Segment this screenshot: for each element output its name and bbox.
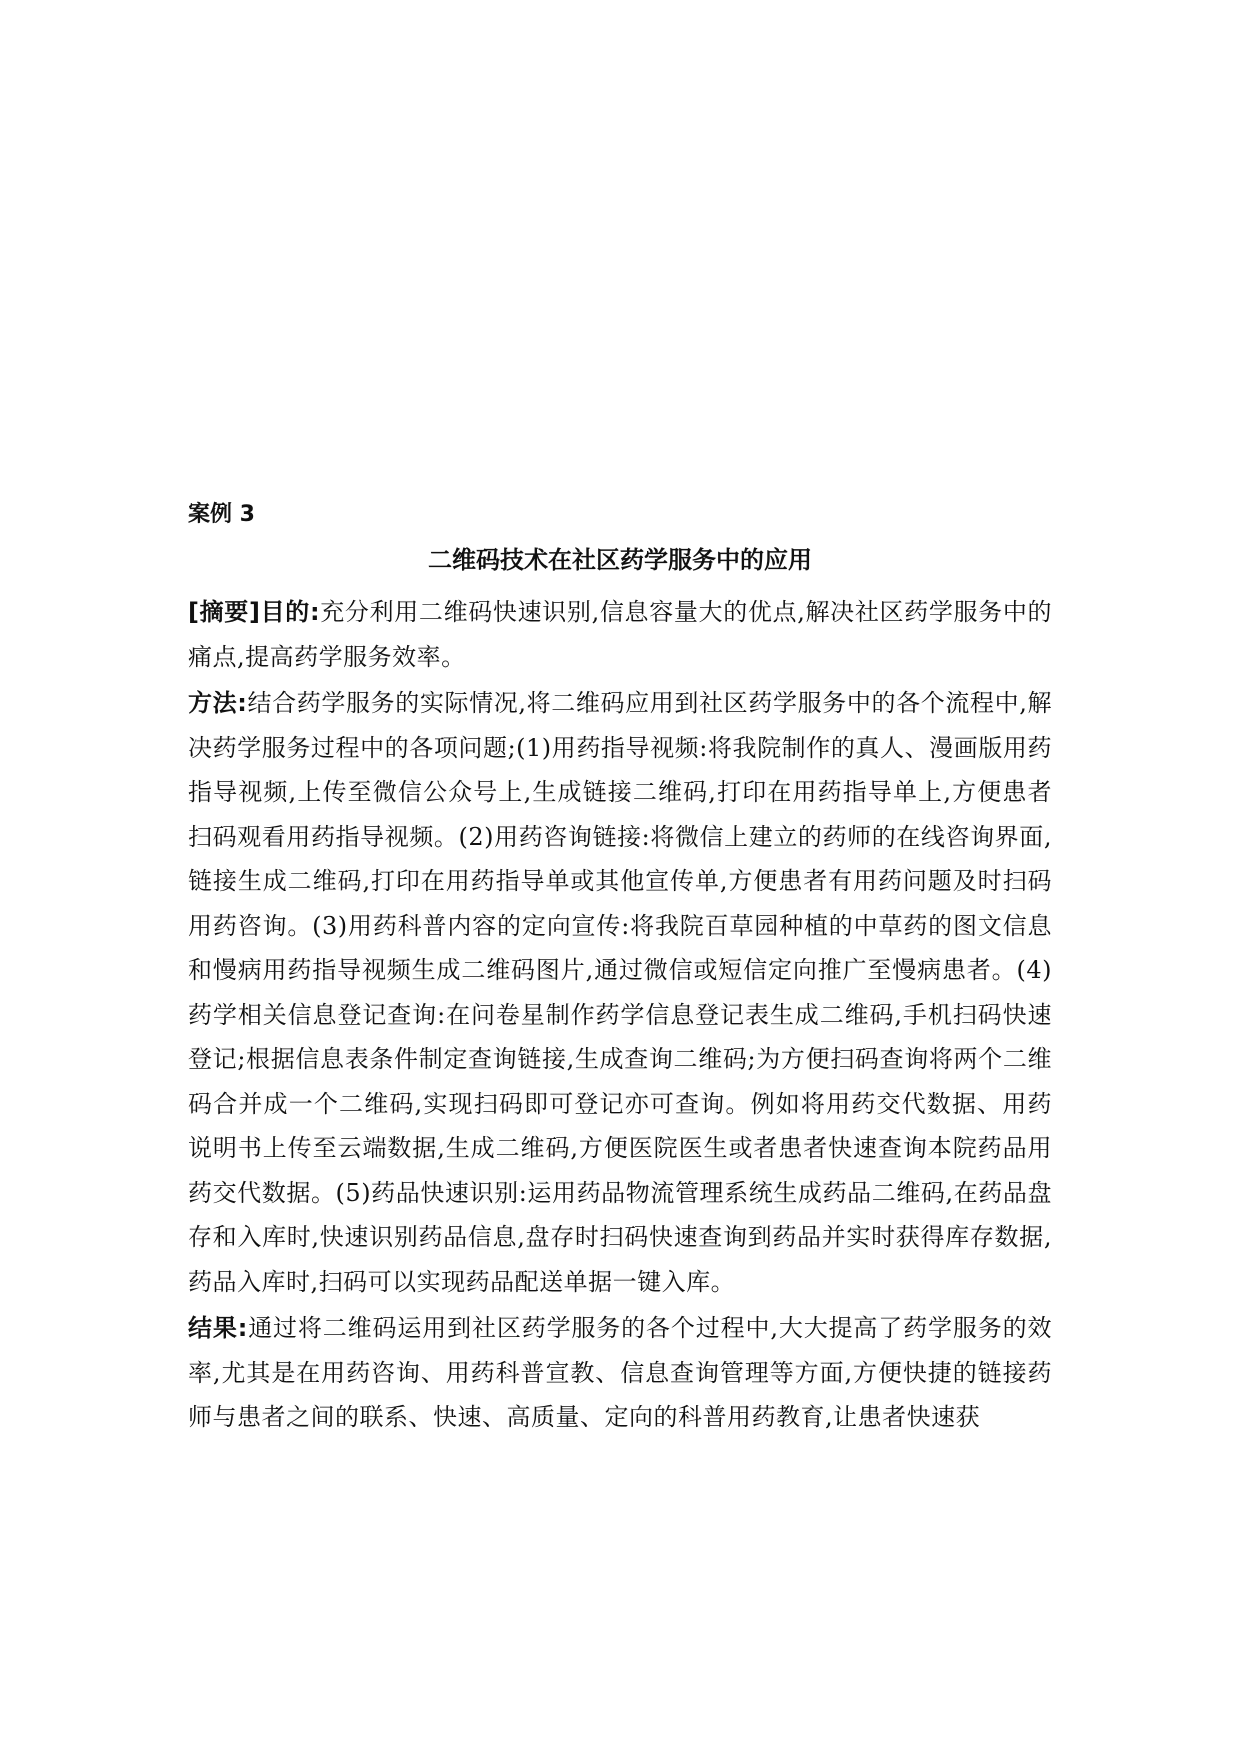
result-text: 通过将二维码运用到社区药学服务的各个过程中,大大提高了药学服务的效率,尤其是在用药咨询、用药科普宣教、信息查询管理等方面,方便快捷的链接药师与患者之间的联系、快速、高质量、定向的科普用药教育,让患者快速获 (188, 1314, 1052, 1431)
result-label: 结果: (188, 1314, 248, 1342)
objective-label: 目的: (260, 598, 321, 626)
objective-text: 充分利用二维码快速识别,信息容量大的优点,解决社区药学服务中的痛点,提高药学服务效率。 (188, 598, 1053, 671)
document-title: 二维码技术在社区药学服务中的应用 (428, 546, 812, 574)
abstract-label: [摘要] (188, 598, 261, 626)
method-paragraph (188, 681, 1052, 1304)
document-page (188, 0, 1052, 1754)
abstract-section (188, 590, 1052, 1442)
method-label: 方法: (188, 689, 248, 717)
case-label: 案例 3 (188, 502, 255, 527)
result-paragraph (188, 1306, 1052, 1440)
method-text: 结合药学服务的实际情况,将二维码应用到社区药学服务中的各个流程中,解决药学服务过程中的各项问题;(1)用药指导视频:将我院制作的真人、漫画版用药指导视频,上传至微信公众号上,生成链接二维码,打印在用药指导单上,方便患者扫码观看用药指导视频。(2)用药咨询链接:将微信上建立的药师的在线咨询界面,链接生成二维码,打印在用药指导单或其他宣传单,方便患者有用药问题及时扫码用药咨询。(3)用药科普内容的定向宣传:将我院百草园种植的中草药的图文信息和慢病用药指导视频生成二维码图片,通过微信或短信定向推广至慢病患者。(4)药学相关信息登记查询:在问卷星制作药学信息登记表生成二维码,手机扫码快速登记;根据信息表条件制定查询链接,生成查询二维码;为方便扫码查询将两个二维码合并成一个二维码,实现扫码即可登记亦可查询。例如将用药交代数据、用药说明书上传至云端数据,生成二维码,方便医院医生或者患者快速查询本院药品用药交代数据。(5)药品快速识别:运用药品物流管理系统生成药品二维码,在药品盘存和入库时,快速识别药品信息,盘存时扫码快速查询到药品并实时获得库存数据,药品入库时,扫码可以实现药品配送单据一键入库。 (188, 689, 1052, 1296)
objective-paragraph (188, 590, 1052, 679)
